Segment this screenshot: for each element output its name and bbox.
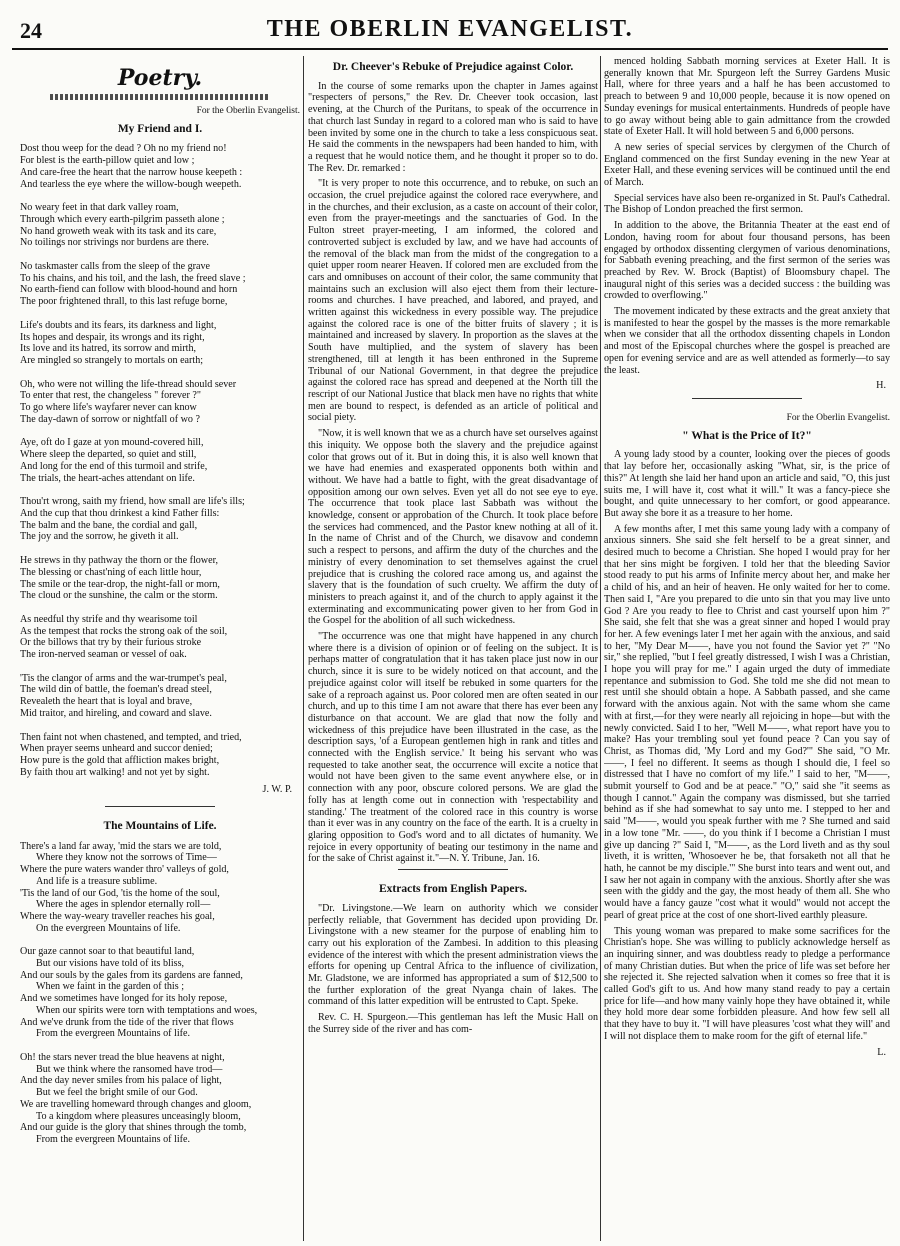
poem-line: The trials, the heart-aches attendant on life. bbox=[20, 472, 195, 484]
poem-line: The iron-nerved seaman or vessel of oak. bbox=[20, 649, 187, 661]
poem1-signature: J. W. P. bbox=[262, 784, 292, 796]
poem-line: But we feel the bright smile of our God. bbox=[36, 1087, 198, 1099]
poem-line: The balm and the bane, the cordial and gall, bbox=[20, 519, 198, 531]
paragraph: This young woman was prepared to make some sacrifices for the Christian's hope. She was willing to publicly acknowledge herself as an inquiring sinner, and was doubtless ready to pledge a performance of many Christian duties. But when the price of life was set before her she rejected it. She rejected salvation when it comes so free that it is called God's gift to us. And how many stand ready to pay a certain price for life—and how many vainly hope they have obtained it, while they hold more dear some forbidden pleasure. And how few sell all that they have to buy it. "I will have pleasures 'cost what they will' and I will not displace them to make room for the gift of eternal life." bbox=[604, 925, 890, 1042]
poem-line: But our visions have told of its bliss, bbox=[36, 958, 185, 970]
page-header bbox=[12, 14, 888, 50]
poem-line: There's a land far away, 'mid the stars we are told, bbox=[20, 840, 222, 852]
paragraph: "It is very proper to note this occurrence, and to rebuke, on such an occasion, the cruel prejudice against the colored race everywhere, and in the churches, and their exclusion, as a caste on account of their color, even from the prayer-meetings and the sanctuaries of God. In the Fulton street prayer-meeting, I am informed, the colored and controverted subject is excluded by law, and we have had accounts of the removal of the black man from the midst of the congregation to a quiet upper room nearer Heaven. If colored men are excluded from the cars and omnibuses on account of their color, the same community that maintains such an exclusion will also eject them from their lecture-rooms and churches. I have preached, and labored, and prayed, and written against this wickedness in every possible way. The prejudice against the colored race is one of the bitter fruits of slavery ; it is maintained and increased by slavery. In proportion as the slaves at the South have multiplied, and the system of slavery has been strengthened, till at length it has been enthroned in the Supreme Tribunal of our National Government, in that degree the prejudice against the colored race has spread and deepened at the North till the rescript of our National Justice that black men have no rights that white men are bound to respect, is defended as an article of political and social piety. bbox=[308, 178, 598, 424]
poem-line: Where the way-weary traveller reaches his goal, bbox=[20, 910, 215, 922]
poem-line: As the tempest that rocks the strong oak of the soil, bbox=[20, 625, 228, 637]
section-title-poetry: Poetry. bbox=[117, 65, 203, 91]
stanza bbox=[20, 202, 300, 249]
poem-line: And our guide is the glory that shines through the tomb, bbox=[20, 1122, 247, 1134]
poem1-body bbox=[20, 143, 300, 778]
paragraph: menced holding Sabbath morning services at Exeter Hall. It is generally known that Mr. Spurgeon left the Surrey Gardens Music Hall, where for three years and a half he has been accustomed to preach to between 9 and 10,000 people, because it is now opened on Sunday evenings for musical entertainments. Hundreds of people have to go away without being able to gain admittance from the crowded state of Exeter Hall. It will hold between 5 and 6,000 persons. bbox=[604, 56, 890, 138]
poem-line: He strews in thy pathway the thorn or the flower, bbox=[20, 555, 219, 567]
poem2-body bbox=[20, 841, 300, 1146]
article-credit: For the Oberlin Evangelist. bbox=[786, 412, 890, 423]
poem-line: The smile or the tear-drop, the night-fall or morn, bbox=[20, 578, 220, 590]
divider bbox=[692, 398, 802, 399]
stanza bbox=[20, 320, 300, 367]
poem-line: 'Tis the clangor of arms and the war-trumpet's peal, bbox=[20, 672, 227, 684]
poem-line: The blessing or chast'ning of each little hour, bbox=[20, 566, 202, 578]
poem-line: By faith thou art walking! and not yet by sight. bbox=[20, 766, 210, 778]
poem-line: No toilings nor strivings nor burdens are there. bbox=[20, 237, 209, 249]
divider bbox=[105, 806, 215, 807]
stanza bbox=[20, 673, 300, 720]
poem-line: No hand groweth weak with its task and its care, bbox=[20, 225, 217, 237]
article-cheever-body bbox=[308, 81, 598, 865]
divider bbox=[398, 869, 508, 870]
stanza bbox=[20, 261, 300, 308]
poem-line: From the evergreen Mountains of life. bbox=[36, 1028, 190, 1040]
poem-line: And tearless the eye where the willow-bough weepeth. bbox=[20, 178, 242, 190]
article-price-body bbox=[604, 449, 890, 1042]
poem-line: From the evergreen Mountains of life. bbox=[36, 1133, 190, 1145]
article-title-extracts: Extracts from English Papers. bbox=[378, 883, 527, 896]
page-number: 24 bbox=[20, 18, 42, 43]
poem-line: Where they know not the sorrows of Time— bbox=[36, 852, 217, 864]
poem-line: The day-dawn of sorrow or nightfall of wo ? bbox=[20, 413, 200, 425]
stanza bbox=[20, 614, 300, 661]
paragraph: "Dr. Livingstone.—We learn on authority which we consider perfectly reliable, that Government has decided upon providing Dr. Livingstone with a new steamer for the purpose of enabling him to carry out his exploration of the Zambesi. In addition to this pleasing evidence of the interest with which the present administration views the efforts for opening up Central Africa to the influence of civilization, Mr. Gladstone, we are informed has appropriated a sum of $12,500 to the further exploration of the great Nyanga chain of lakes. The command of this latter expedition will be entrusted to Capt. Speke. bbox=[308, 902, 598, 1008]
poem-line: And long for the end of this turmoil and strife, bbox=[20, 460, 208, 472]
poem-line: Revealeth the heart that is loyal and brave, bbox=[20, 696, 193, 708]
paragraph: "Now, it is well known that we as a church have set ourselves against this iniquity. We oppose both the slavery and the prejudice against color that grows out of it. But in doing this, it is also well known that we have had enemies and exasperated opponents both within and without. We have had a battle to fight, with the great disadvantage of opposition among our own selves. Even yet all do not see eye to eye. The occurrence that took place last Sabbath was without the knowledge, consent or approbation of the Church. It took place before the services had commenced, and the Pastor knew nothing at all of it. In the name of Christ and of the Church, we disavow and condemn such a respect to persons, and affirm the duty of the churches and the ministry of every denomination to set themselves against the cruel prejudice that is crushing the colored race among us, and against the slavery that is the foundation of such cruelty. We affirm the duty of ministers to preach against it, and of the church to apply against it the exterminating and excommunicating power given to her from God in the Gospel for the abolition of all such wickedness. bbox=[308, 428, 598, 627]
paragraph: Special services have also been re-organized in St. Paul's Cathedral. The Bishop of London preached the first sermon. bbox=[604, 192, 890, 216]
poem-line: And care-free the heart that the narrow house keepeth : bbox=[20, 166, 243, 178]
poem-line: Our gaze cannot soar to that beautiful land, bbox=[20, 946, 195, 958]
poem-line: When prayer seems unheard and succor denied; bbox=[20, 743, 213, 755]
poem-line: Where sleep the departed, so quiet and still, bbox=[20, 449, 197, 461]
stanza bbox=[20, 946, 300, 1040]
poem-line: Then faint not when chastened, and tempted, and tried, bbox=[20, 731, 242, 743]
stanza bbox=[20, 555, 300, 602]
stanza bbox=[20, 496, 300, 543]
poem-line: 'Tis the land of our God, 'tis the home of the soul, bbox=[20, 887, 220, 899]
poem-line: And our souls by the gales from its gardens are fanned, bbox=[20, 969, 243, 981]
stanza bbox=[20, 732, 300, 779]
poem-line: The joy and the sorrow, he giveth it all. bbox=[20, 531, 179, 543]
poem-line: The wild din of battle, the foeman's dread steel, bbox=[20, 684, 212, 696]
masthead-title: THE OBERLIN EVANGELIST. bbox=[266, 16, 634, 42]
paragraph: "The occurrence was one that might have happened in any church where there is a division of opinion or of feeling on the subject. It is perhaps matter of congratulation that it has taken place just now in our church, since it is sure to be widely noticed on that account, and the prejudice against color will itself be rebuked in some quarters for the sake of a reproach against us. Poor colored men are often seated in our church, and up to this time I am not aware that there has ever been any disturbance on that account. We are glad that now the folly and wickedness of this prejudice have been illustrated in the case, as the description says, 'of a European gentlemen high in rank and titles and connected with the English service.' It being his servant who was requested to take another seat, the occurrence will excite a notice that would not have been given to the same event anywhere else, or in connection with any poor, obscure colored persons. We are glad the folly has at length come out in connection with 'respectability and standing.' The treatment of the colored race in this country is worse than it ever was in any country on the face of the earth. It is a cruelty in glaring opposition to God's word and to all dictates of humanity. We rejoice in every opportunity of beating our testimony in the name and for the sake of Christ against it."—N. Y. Tribune, Jan. 16. bbox=[308, 631, 598, 865]
paragraph: A young lady stood by a counter, looking over the pieces of goods that lay before her, occasionally asking "What, sir, is the price of this?" At length she laid her hand upon an article and said, "O, this just suits me, I will have it, cost what it will." It was a fancy-piece she bought, and quite unnecessary to her comfort, or good appearance. But away she bore it as a treasure to her home. bbox=[604, 449, 890, 519]
article-signature-l: L. bbox=[877, 1046, 886, 1058]
poem-line: And life is a treasure sublime. bbox=[36, 875, 158, 887]
article-extracts-continued bbox=[604, 56, 890, 376]
poem-line: The cloud or the sunshine, the calm or the storm. bbox=[20, 590, 218, 602]
article-signature-h: H. bbox=[876, 380, 886, 392]
column-rule-right bbox=[600, 56, 601, 1241]
poem-line: To a kingdom where pleasures unceasingly bloom, bbox=[36, 1110, 241, 1122]
poem-line: Through which every earth-pilgrim passeth alone ; bbox=[20, 213, 225, 225]
poem-line: To enter that rest, the changeless " forever ?" bbox=[20, 390, 202, 402]
stanza bbox=[20, 143, 300, 190]
poem-line: Where the pure waters wander thro' valleys of gold, bbox=[20, 864, 229, 876]
poem1-title: My Friend and I. bbox=[117, 122, 203, 135]
article-title-price: " What is the Price of It?" bbox=[682, 429, 812, 442]
poem-line: And the cup that thou drinkest a kind Father fills: bbox=[20, 507, 220, 519]
poem-line: We are travelling homeward through changes and gloom, bbox=[20, 1098, 252, 1110]
poem-line: On the evergreen Mountains of life. bbox=[36, 922, 181, 934]
column-continued bbox=[604, 56, 890, 1241]
stanza bbox=[20, 379, 300, 426]
poem-line: To go where life's wayfarer never can know bbox=[20, 402, 197, 414]
poem-line: For blest is the earth-pillow quiet and low ; bbox=[20, 155, 195, 167]
poem-line: Thou'rt wrong, saith my friend, how small are life's ills; bbox=[20, 496, 245, 508]
poem-line: When our spirits were torn with temptations and woes, bbox=[36, 1004, 258, 1016]
poem-line: Aye, oft do I gaze at yon mound-covered hill, bbox=[20, 437, 204, 449]
paragraph: A few months after, I met this same young lady with a company of anxious sinners. She said she felt herself to be a great sinner, and desired much to become a Christian. She hoped I would pray for her that her sins might be forgiven. I told her that the bleeding Savior stood ready to put his arms of Infinite mercy about her, and make her a child of his, and an heir of heaven. He only waited for her to come. Then said I, "Are you prepared to die unto sin that you may live unto God ? Are you ready to flee to Christ and cast yourself upon him ?" She said, she felt that she was a great sinner and hoped I would pray for her. A few evenings later I met her again with the anxious, and said to her, "My Dear M——, have you not found the Savior yet ?" "No sir," she replied, "but I feel greatly distressed, I wish I was a Christian, I hope you will pray for me." I again urged the duty of immediate repentance and submission to God. She told me she did not mean to rest until she should obtain a hope. A Sabbath passed, and she came forward with the anxious again. Not with the same whom she came with at first,—for they were nearly all rejoicing in hope—but with the newly convicted. Said I to her, "Well M——, what report have you to make? Has your trembling soul yet found peace ? Can you say of Christ, as Thomas did, 'My Lord and my God?'" She said, "O Mr. ——, I feel no different. It seems as though I should die, I feel so distressed that I have no comfort of my life." I said to her, "M——, submit yourself to God and be at peace." "O," said she "it seems as though I cannot." Again the company was dismissed, but she tarried behind as if she had somewhat to say unto me. I stepped to her and said "M——, would you speak further with me ? She turned and said in a low tone "Mr. ——, do you think if I become a Christian I must give up dancing ?" Said I, "M——, as the Lord liveth and as thy soul liveth, it is written, 'Whosoever he be, that forsaketh not all that he hath, he cannot be my disciple.'" She burst into tears and went out, and I saw her not again in company with the anxious. Shortly after she was seen with the giddy and the gay, the most heady of them all. She who would have a fancy gauze "cost what it would" would not accept the pearl of great price at the cost of one short-lived earthly pleasure. bbox=[604, 523, 890, 921]
paragraph: Rev. C. H. Spurgeon.—This gentleman has left the Music Hall on the Surrey side of the river and has com- bbox=[308, 1012, 598, 1035]
poem-line: And the day never smiles from his palace of light, bbox=[20, 1075, 222, 1087]
article-title-cheever: Dr. Cheever's Rebuke of Prejudice against Color. bbox=[332, 61, 574, 73]
paragraph: In the course of some remarks upon the chapter in James against "respecters of persons," the Rev. Dr. Cheever took occasion, last evening, at the Church of the Puritans, to speak of the occurrence in that church last Sunday in regard to a colored man who is said to have been invited by some one in the church to take a less conspicuous seat. He said the comments in the newspapers had been handed to him, with a request that he would notice them, and he thought it proper so to do. The Rev. Dr. remarked : bbox=[308, 80, 598, 174]
stanza bbox=[20, 437, 300, 484]
column-poetry bbox=[20, 56, 300, 1241]
poem-line: Or the billows that try by their furious stroke bbox=[20, 637, 202, 649]
poem-line: No taskmaster calls from the sleep of the grave bbox=[20, 261, 211, 273]
poem-line: The poor frightened thrall, to this last refuge borne, bbox=[20, 296, 228, 308]
poem-line: Oh, who were not willing the life-thread should sever bbox=[20, 378, 237, 390]
poem-line: No weary feet in that dark valley roam, bbox=[20, 202, 179, 214]
poem-line: How pure is the gold that affliction makes bright, bbox=[20, 754, 220, 766]
poem-line: And we sometimes have longed for its holy repose, bbox=[20, 993, 228, 1005]
poem-line: Its love and its hatred, its sorrow and mirth, bbox=[20, 343, 197, 355]
paragraph: A new series of special services by clergymen of the Church of England commenced on the first Sunday evening in the new Year at Exeter Hall, and these evening services will be continued until the end of March. bbox=[604, 141, 890, 189]
column-rule-left bbox=[303, 56, 304, 1241]
poem-line: Where the ages in splendor eternally roll— bbox=[36, 899, 211, 911]
poem-line: And we've drunk from the tide of the river that flows bbox=[20, 1016, 234, 1028]
poem-line: Oh! the stars never tread the blue heavens at night, bbox=[20, 1052, 225, 1063]
poem-line: Life's doubts and its fears, its darkness and light, bbox=[20, 319, 217, 331]
poem-line: To his chains, and his toil, and the lash, the freed slave ; bbox=[20, 272, 246, 284]
poem1-credit: For the Oberlin Evangelist. bbox=[196, 106, 300, 116]
poem-line: No earth-fiend can follow with blood-hound and horn bbox=[20, 284, 238, 296]
poem2-title: The Mountains of Life. bbox=[103, 820, 217, 833]
stanza bbox=[20, 1052, 300, 1146]
column-articles bbox=[308, 56, 598, 1241]
poem-line: Dost thou weep for the dead ? Oh no my friend no! bbox=[20, 143, 227, 155]
poem-line: As needful thy strife and thy wearisome toil bbox=[20, 613, 198, 625]
paragraph: In addition to the above, the Britannia Theater at the east end of London, having room for about four thousand persons, has been engaged by orthodox dissenting clergymen of various denominations, for Sabbath evening preaching, and the first sermon of the series was preached by Rev. W. Brock (Baptist) of Bloomsbury chapel. The inaugural night of this series was a decided success : the building was crowded to overflowing." bbox=[604, 220, 890, 302]
poem-line: Are mingled so strangely to mortals on earth; bbox=[20, 354, 204, 366]
poem-line: But we think where the ransomed have trod— bbox=[36, 1063, 223, 1075]
ornamental-rule bbox=[50, 94, 270, 100]
poem-line: When we faint in the garden of this ; bbox=[36, 981, 184, 993]
article-extracts-body bbox=[308, 903, 598, 1036]
paragraph: The movement indicated by these extracts and the great anxiety that is manifested to hear the gospel by the masses is the more remarkable when we consider that all the orthodox dissenting chapels in London and most of the Episcopal churches where the gospel is preached are open for evening service and are as well attended as formerly—to say the least. bbox=[604, 306, 890, 376]
poem-line: Its hopes and despair, its wrongs and its right, bbox=[20, 331, 205, 343]
stanza bbox=[20, 841, 300, 935]
poem-line: Mid traitor, and hireling, and coward and slave. bbox=[20, 707, 212, 719]
